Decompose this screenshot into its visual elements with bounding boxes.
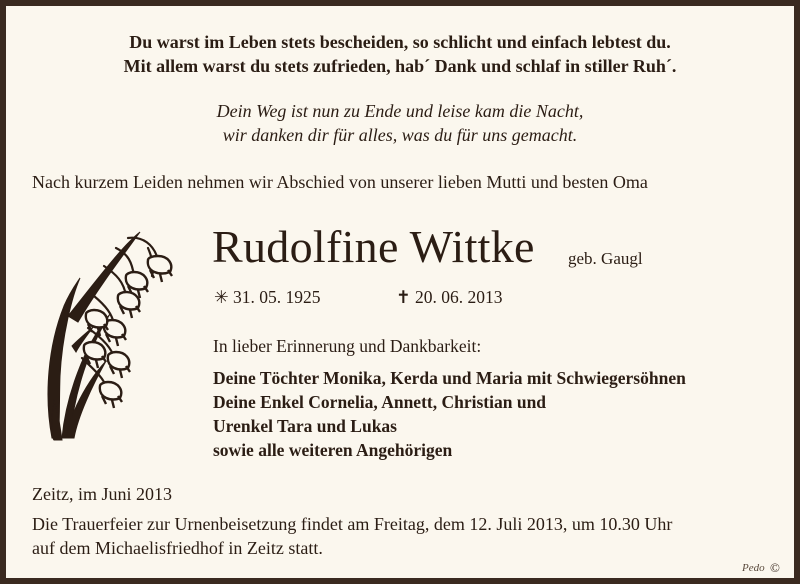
- copyright-icon: ©: [770, 560, 780, 575]
- verse2-line1: Dein Weg ist nun zu Ende und leise kam die Nacht,: [216, 101, 584, 121]
- intro-text: Nach kurzem Leiden nehmen wir Abschied von unserer lieben Mutti und besten Oma: [32, 172, 648, 192]
- lily-of-the-valley-icon: [32, 226, 182, 446]
- place-date: Zeitz, im Juni 2013: [32, 484, 172, 504]
- birth-star-icon: ✳: [214, 287, 229, 307]
- verse1-line2: Mit allem warst du stets zufrieden, hab´ Dank und schlaf in stiller Ruh´.: [123, 56, 677, 76]
- mourner-line: Deine Enkel Cornelia, Annett, Christian und: [213, 392, 547, 412]
- mourner-line: sowie alle weiteren Angehörigen: [213, 440, 453, 460]
- birth-date-value: 31. 05. 1925: [233, 287, 321, 307]
- verse1-line1: Du warst im Leben stets bescheiden, so schlicht und einfach lebtest du.: [129, 32, 671, 52]
- death-cross-icon: ✝: [396, 287, 411, 307]
- death-date-value: 20. 06. 2013: [415, 287, 503, 307]
- remembrance-text: In lieber Erinnerung und Dankbarkeit:: [213, 336, 482, 356]
- deceased-name: Rudolfine Wittke: [212, 221, 535, 272]
- maiden-name: geb. Gaugl: [568, 249, 643, 268]
- obituary-card: [6, 6, 794, 578]
- birth-date: [214, 287, 321, 308]
- death-date: [396, 287, 503, 308]
- funeral-line1: Die Trauerfeier zur Urnenbeisetzung findet am Freitag, dem 12. Juli 2013, um 10.30 Uhr: [32, 514, 673, 534]
- verse2-line2: wir danken dir für alles, was du für uns gemacht.: [222, 125, 578, 145]
- mourner-line: Urenkel Tara und Lukas: [213, 416, 397, 436]
- mourner-line: Deine Töchter Monika, Kerda und Maria mit Schwiegersöhnen: [213, 368, 686, 388]
- funeral-line2: auf dem Michaelisfriedhof in Zeitz statt.: [32, 538, 323, 558]
- designer-credit: Pedo: [742, 562, 765, 574]
